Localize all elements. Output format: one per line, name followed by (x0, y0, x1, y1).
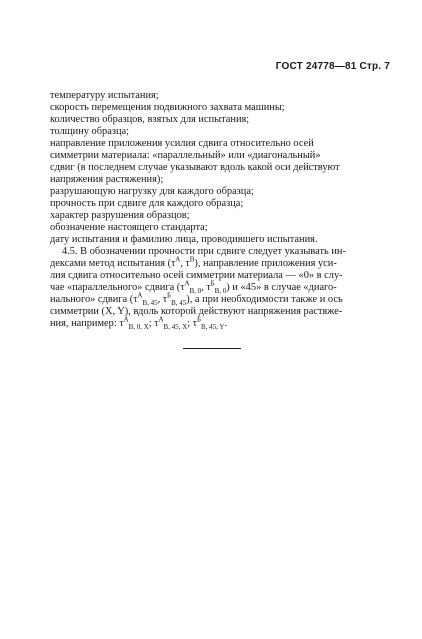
list-item: прочность при сдвиге для каждого образца; (50, 198, 244, 209)
section-paragraph-line: чае «параллельного» сдвига ($\tau^A_{B, 0}$, $\tau^Б_{B, 0}$) и «45» в случае «диаго- (50, 279, 337, 296)
section-paragraph-line: нального» сдвига ($\tau^A_{B, 45}$, $\tau^Б_{B, 45}$), а при необходимости также и ось (50, 291, 343, 308)
list-item: толщину образца; (50, 126, 130, 137)
section-divider (183, 348, 241, 349)
list-item: характер разрушения образцов; (50, 210, 190, 221)
section-paragraph-line: ния, например: $\tau^A_{B, 0, X}$; $\tau^A_{B, 45, X}$; $\tau^Б_{B, 45, Y}$. (50, 315, 228, 332)
page-header: ГОСТ 24778—81 Стр. 7 (275, 61, 390, 72)
list-item: температуру испытания; (50, 90, 159, 101)
section-paragraph-line: лия сдвига относительно осей симметрии материала — «0» в слу- (50, 270, 343, 281)
section-paragraph-line: дексами метод испытания ($\tau^A$, $\tau^B$), направление приложения уси- (50, 255, 337, 269)
section-paragraph-line: симметрии (X, Y), вдоль которой действуют напряжения растяже- (50, 306, 343, 317)
list-item: направление приложения усилия сдвига относительно осей (50, 138, 314, 149)
list-item: разрушающую нагрузку для каждого образца; (50, 186, 254, 197)
list-item: симметрии материала: «параллельный» или «диагональный» (50, 150, 321, 161)
list-item: дату испытания и фамилию лица, проводившего испытания. (50, 234, 318, 245)
list-item: напряжения растяжения); (50, 174, 164, 185)
list-item: обозначение настоящего стандарта; (50, 222, 208, 233)
list-item: количество образцов, взятых для испытания; (50, 114, 250, 125)
list-item: скорость перемещения подвижного захвата машины; (50, 102, 285, 113)
section-paragraph-line: 4.5. В обозначении прочности при сдвиге следует указывать ин- (62, 246, 346, 257)
list-item: сдвиг (в последнем случае указывают вдоль какой оси действуют (50, 162, 340, 173)
